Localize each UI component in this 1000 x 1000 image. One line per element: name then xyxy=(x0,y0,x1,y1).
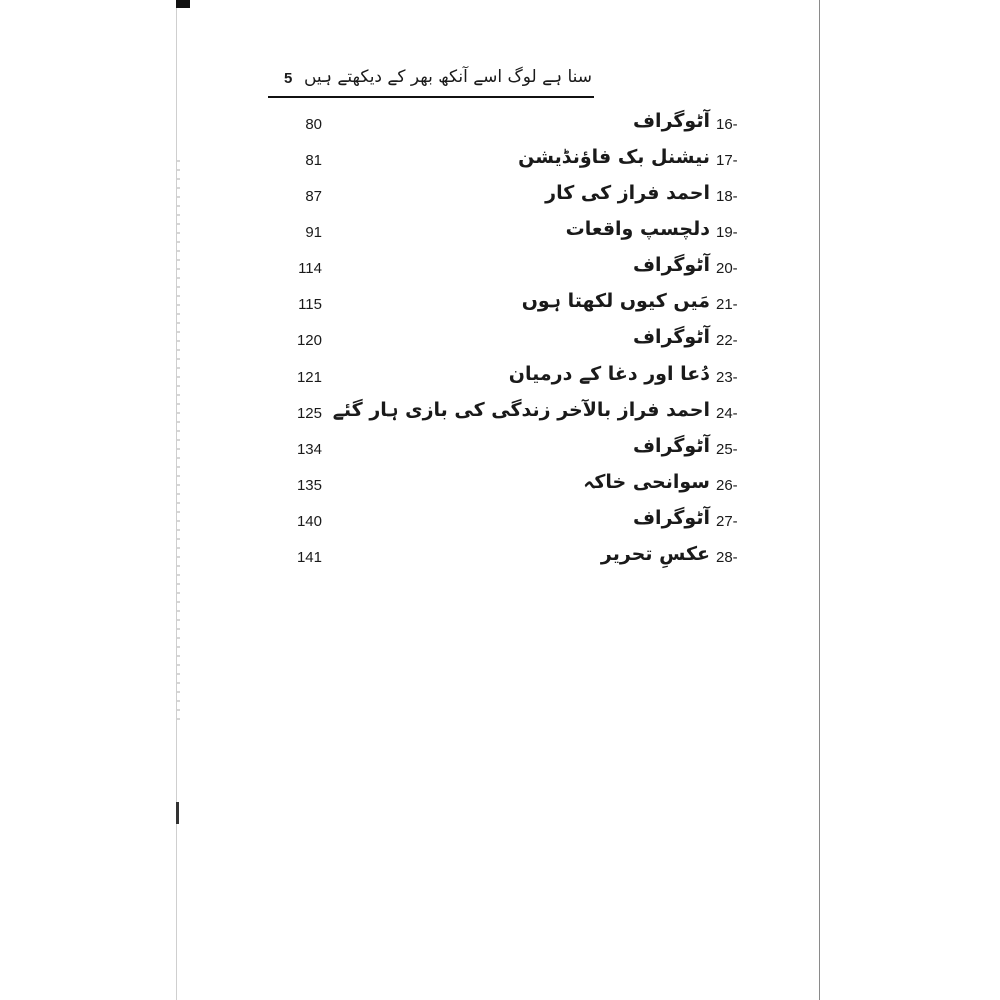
toc-page-ref: 120 xyxy=(296,332,322,349)
toc-entry xyxy=(0,218,1000,252)
toc-number: 28- xyxy=(716,549,738,566)
toc-page-ref: 140 xyxy=(296,513,322,530)
toc-number: 23- xyxy=(716,369,738,386)
toc-entry xyxy=(0,435,1000,469)
toc-page-ref: 80 xyxy=(305,116,322,133)
toc-number: 20- xyxy=(716,260,738,277)
toc-page-ref: 115 xyxy=(298,296,322,313)
toc-title: دُعا اور دغا کے درمیان xyxy=(508,363,710,385)
toc-title: دلچسپ واقعات xyxy=(565,218,710,240)
toc-entry xyxy=(0,254,1000,288)
toc-title: احمد فراز بالآخر زندگی کی بازی ہار گئے xyxy=(332,399,710,421)
toc-entry xyxy=(0,110,1000,144)
toc-page-ref: 121 xyxy=(296,369,322,386)
toc-number: 18- xyxy=(716,188,738,205)
toc-title: عکسِ تحریر xyxy=(600,543,710,565)
toc-title: آٹوگراف xyxy=(632,507,710,529)
toc-title: سوانحی خاکہ xyxy=(583,471,710,493)
toc-number: 24- xyxy=(716,405,738,422)
toc-title: آٹوگراف xyxy=(632,254,710,276)
toc-entry xyxy=(0,146,1000,180)
toc-number: 21- xyxy=(716,296,738,313)
toc-title: آٹوگراف xyxy=(632,326,710,348)
toc-entry xyxy=(0,543,1000,577)
toc-number: 22- xyxy=(716,332,738,349)
toc-number: 25- xyxy=(716,441,738,458)
toc-entry xyxy=(0,290,1000,324)
toc-page-ref: 135 xyxy=(296,477,322,494)
page-number: 5 xyxy=(284,70,293,87)
toc-entry xyxy=(0,471,1000,505)
toc-entry xyxy=(0,507,1000,541)
toc-entry xyxy=(0,363,1000,397)
toc-page-ref: 134 xyxy=(296,441,322,458)
toc-number: 27- xyxy=(716,513,738,530)
toc-entry xyxy=(0,326,1000,360)
toc-title: مَیں کیوں لکھتا ہوں xyxy=(521,290,710,312)
toc-title: نیشنل بک فاؤنڈیشن xyxy=(518,146,710,168)
toc-number: 26- xyxy=(716,477,738,494)
toc-page-ref: 81 xyxy=(305,152,322,169)
toc-number: 16- xyxy=(716,116,738,133)
toc-entry xyxy=(0,182,1000,216)
toc-page-ref: 125 xyxy=(296,405,322,422)
toc-number: 17- xyxy=(716,152,738,169)
toc-page-ref: 87 xyxy=(305,188,322,205)
toc-page-ref: 91 xyxy=(305,224,322,241)
running-title: سنا ہے لوگ اسے آنکھ بھر کے دیکھتے ہیں xyxy=(303,67,592,87)
toc-title: احمد فراز کی کار xyxy=(545,182,710,204)
toc-page-ref: 141 xyxy=(296,549,322,566)
toc-entry xyxy=(0,399,1000,433)
toc-number: 19- xyxy=(716,224,738,241)
toc-page-ref: 114 xyxy=(298,260,322,277)
binding-edge-bar xyxy=(176,802,179,824)
toc-title: آٹوگراف xyxy=(632,435,710,457)
toc-title: آٹوگراف xyxy=(632,110,710,132)
